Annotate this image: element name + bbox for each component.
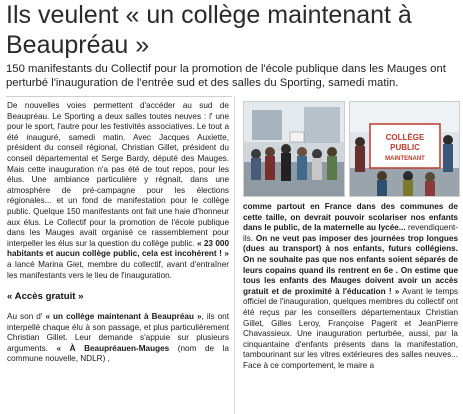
left-column-divider: [6, 96, 232, 97]
column-separator: [234, 96, 235, 414]
svg-text:COLLÈGE: COLLÈGE: [385, 133, 425, 142]
paragraph-access-mid: , ils ont interpellé chaque élu à son passage, et plus particulièrement Christian Gillet. Leur demande s'appuie sur plusieurs arguments.: [7, 312, 230, 353]
quote-habitants: « 23 000 habitants et aucun collège public, cela est incohérent ! »: [7, 238, 229, 259]
section-heading-text: « Accès gratuit »: [7, 291, 84, 303]
article-title: Ils veulent « un collège maintenant à Beaupréau »: [6, 1, 412, 59]
paragraph-access-end: (nom de la commune nouvelle, NDLR) ,: [7, 343, 229, 364]
article-lead: 150 manifestants du Collectif pour la promotion de l'école publique dans les Mauges ont perturbé l'inauguration de l'entrée sud et des salles du Sporting, samedi matin.: [6, 63, 446, 89]
paragraph-intro: [7, 101, 229, 281]
paragraph-intro-text: De nouvelles voies permettent d'accéder au sud de Beaupréau. Le Sporting a deux salles toutes neuves : l' une pour le sport, l'autre pour les festivités associatives. Le tout a été inauguré, samedi matin. Avec Jacques Auxiette, président du conseil régional, Christian Gillet, président du conseil départemental et Serge Bardy, député des Mauges. Mais cette inauguration n'a pas été de tout repos, pour les élus. Une ambiance particulière y régnait, dans une atmosphère de pré-campagne pour les élections régionales... et un fond de manifestation pour le collège public. Quelque 150 manifestants ont fait une haie d'honneur aux élus. Le Collectif pour la promotion de l'école publique dans les Mauges avait organisé ce rassemblement pour interpeller les élus sur la question du collège public.: [7, 101, 229, 248]
protest-banner-photo-icon: [349, 101, 460, 197]
svg-text:PUBLIC: PUBLIC: [390, 143, 420, 152]
quote-scolariser: comme partout en France dans des communes de cette taille, on devrait pouvoir scolariser nos enfants dans le public, de la maternelle au lycée...: [243, 202, 458, 233]
paragraph-access-start: Au son d': [7, 312, 46, 322]
section-heading: [7, 291, 229, 303]
paragraph-right: [243, 202, 458, 372]
right-column: [243, 202, 458, 372]
quote-beaupreau: « À Beaupréauen-Mauges: [56, 343, 170, 353]
paragraph-right-text1: revendiquent-ils.: [243, 223, 459, 243]
paragraph-intro-end: a lancé Marina Giet, membre du collectif, avant d'entraîner les manifestants vers le lieu de l'inauguration.: [7, 259, 229, 280]
crowd-photo-icon: [243, 101, 345, 197]
paragraph-right-text2: Avant le temps officiel de l'inauguration, quelques membres du collectif ont été reçus par les conseillers départementaux Christian Gillet, Gilles Leroy, Françoise Pagerit et JeanPierre Chavassieux. Une inauguration perturbée, aussi, par la cinquantaine d'enfants présents dans la manifestation, tambourinant sur les vitres extérieures des salles neuves... Face à ce comportement, le maire a: [243, 286, 458, 370]
paragraph-access: [7, 312, 229, 365]
slogan-college: « un collège maintenant à Beaupréau »: [45, 312, 202, 322]
left-column: [7, 101, 229, 365]
svg-text:MAINTENANT: MAINTENANT: [385, 156, 425, 162]
quote-journees: On ne veut pas imposer des journées trop longues (dues au transport) à nos enfants, futurs collégiens. On ne souhaite pas que nos enfants soient séparés de leurs copains quand ils rentrent en 6e . On estime que tous les enfants des Mauges doivent avoir un accès gratuit et de proximité à l'éducation ! »: [243, 233, 459, 296]
